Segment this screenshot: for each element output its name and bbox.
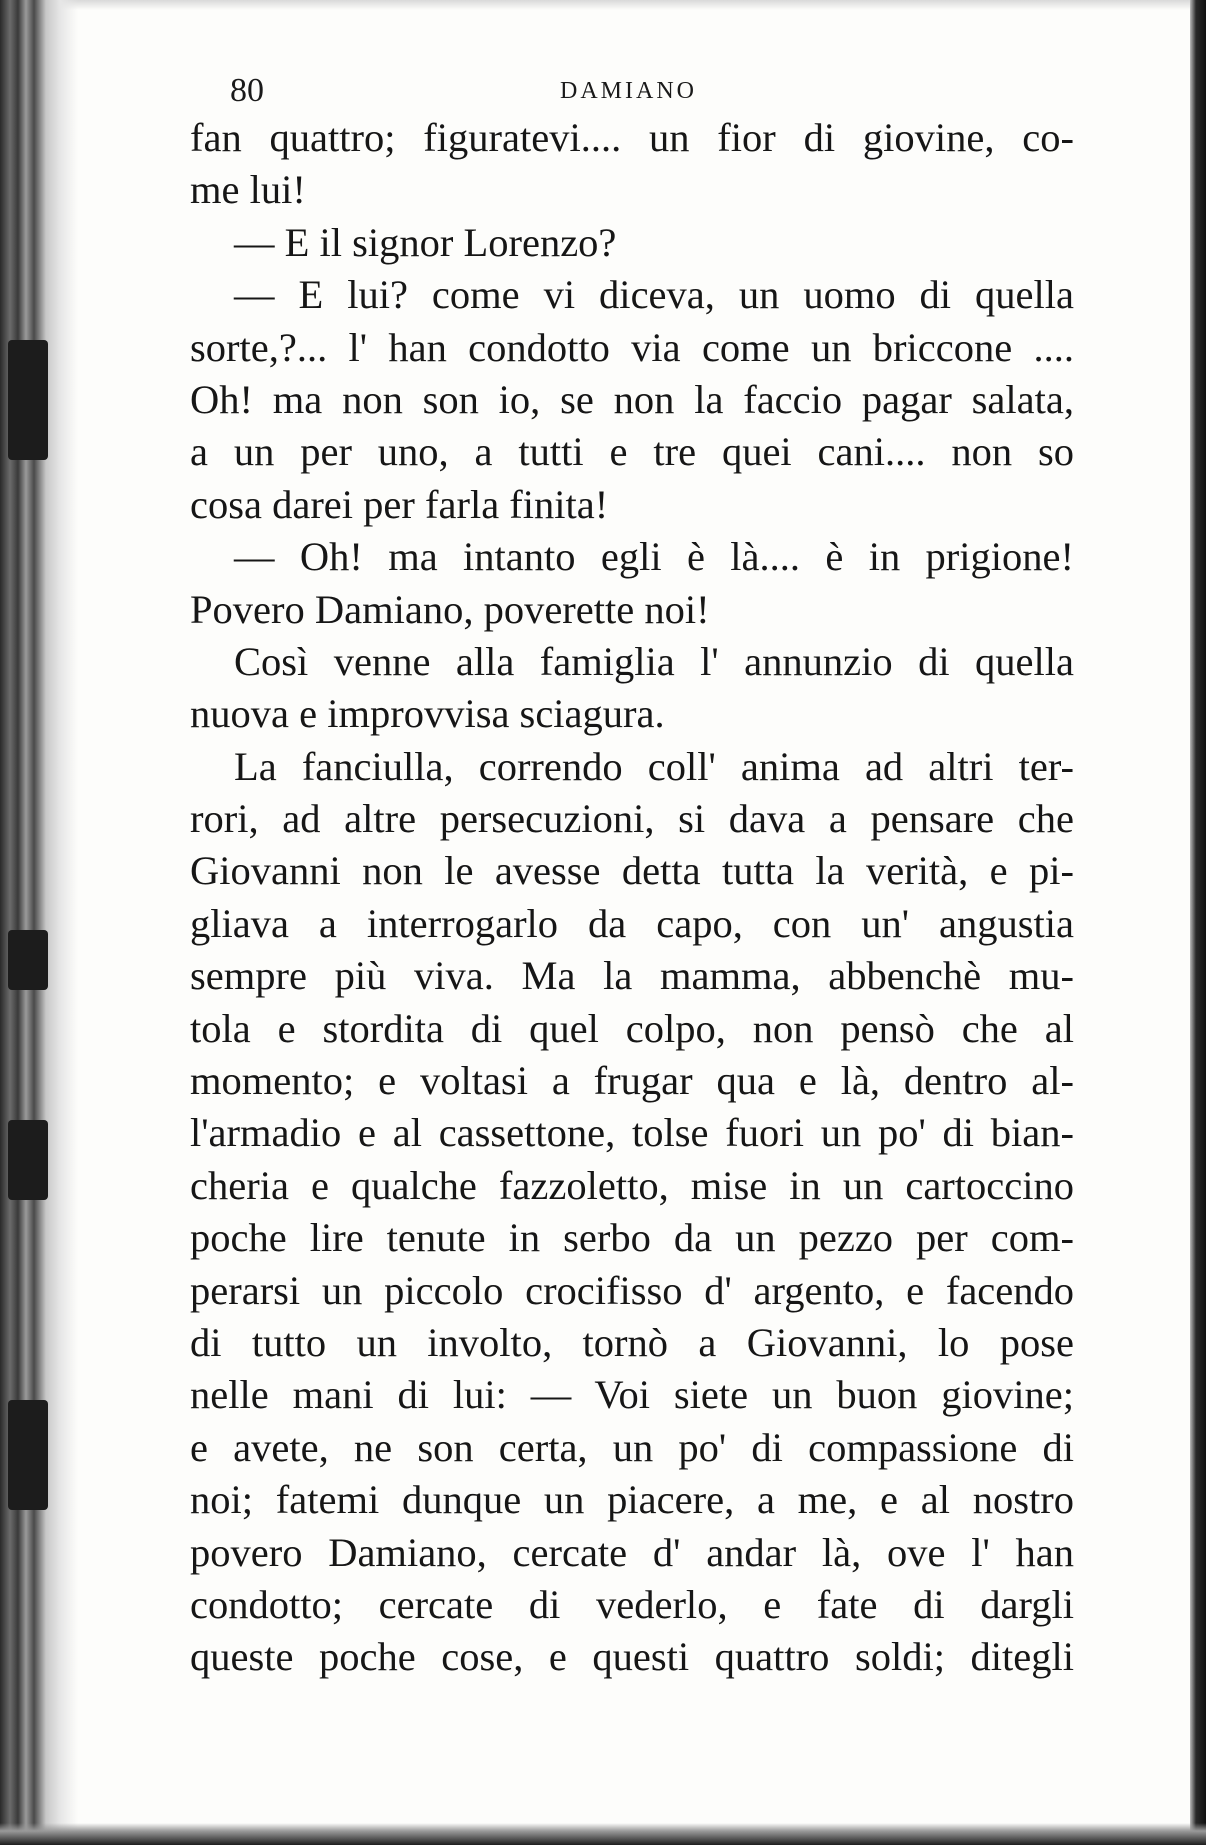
text-line: Così venne alla famiglia l' annunzio di quella <box>234 638 1074 684</box>
page-header <box>230 66 1090 116</box>
binding-mark <box>8 1120 48 1200</box>
body-text <box>190 112 1074 1684</box>
text-line: condotto; cercate di vederlo, e fate di dargli <box>190 1581 1074 1627</box>
binding-edge <box>0 0 78 1845</box>
text-line: — E il signor Lorenzo? <box>234 219 617 265</box>
text-line: queste poche cose, e questi quattro soldi; ditegli <box>190 1634 1074 1680</box>
running-head: DAMIANO <box>560 78 697 104</box>
binding-mark <box>8 930 48 990</box>
text-line: poche lire tenute in serbo da un pezzo per com- <box>190 1215 1074 1261</box>
text-line: nelle mani di lui: — Voi siete un buon giovine; <box>190 1372 1074 1418</box>
text-line: cosa darei per farla finita! <box>190 481 609 527</box>
text-line: gliava a interrogarlo da capo, con un' angustia <box>190 900 1074 946</box>
text-line: l'armadio e al cassettone, tolse fuori un po' di bian- <box>190 1110 1074 1156</box>
top-edge-shadow <box>0 0 1206 10</box>
text-line: perarsi un piccolo crocifisso d' argento, e facendo <box>190 1267 1074 1313</box>
text-line: — E lui? come vi diceva, un uomo di quella <box>234 272 1074 318</box>
text-line: rori, ad altre persecuzioni, si dava a pensare che <box>190 796 1074 842</box>
text-line: Giovanni non le avesse detta tutta la verità, e pi- <box>190 848 1074 894</box>
text-line: e avete, ne son certa, un po' di compassione di <box>190 1424 1074 1470</box>
text-line: sempre più viva. Ma la mamma, abbenchè mu- <box>190 953 1074 999</box>
text-line: tola e stordita di quel colpo, non pensò che al <box>190 1005 1074 1051</box>
binding-mark <box>8 1400 48 1510</box>
text-line: povero Damiano, cercate d' andar là, ove l' han <box>190 1529 1074 1575</box>
text-line: momento; e voltasi a frugar qua e là, dentro al- <box>190 1058 1074 1104</box>
text-line: La fanciulla, correndo coll' anima ad altri ter- <box>234 743 1074 789</box>
binding-mark <box>8 340 48 460</box>
text-line: di tutto un involto, tornò a Giovanni, lo pose <box>190 1319 1074 1365</box>
text-line: Oh! ma non son io, se non la faccio pagar salata, <box>190 376 1074 422</box>
text-line: fan quattro; figuratevi.... un fior di giovine, co- <box>190 115 1074 160</box>
bottom-edge-shadow <box>0 1823 1206 1845</box>
text-line: sorte,?... l' han condotto via come un briccone .... <box>190 324 1074 370</box>
text-line: nuova e improvvisa sciagura. <box>190 691 665 737</box>
text-line: cheria e qualche fazzoletto, mise in un cartoccino <box>190 1162 1074 1208</box>
right-edge-shadow <box>1190 0 1206 1845</box>
text-line: Povero Damiano, poverette noi! <box>190 586 710 632</box>
text-line: a un per uno, a tutti e tre quei cani.... non so <box>190 429 1074 475</box>
text-line: — Oh! ma intanto egli è là.... è in prigione! <box>234 534 1074 580</box>
page-number: 80 <box>230 72 264 109</box>
text-line: noi; fatemi dunque un piacere, a me, e al nostro <box>190 1477 1074 1523</box>
text-line: me lui! <box>190 167 306 213</box>
